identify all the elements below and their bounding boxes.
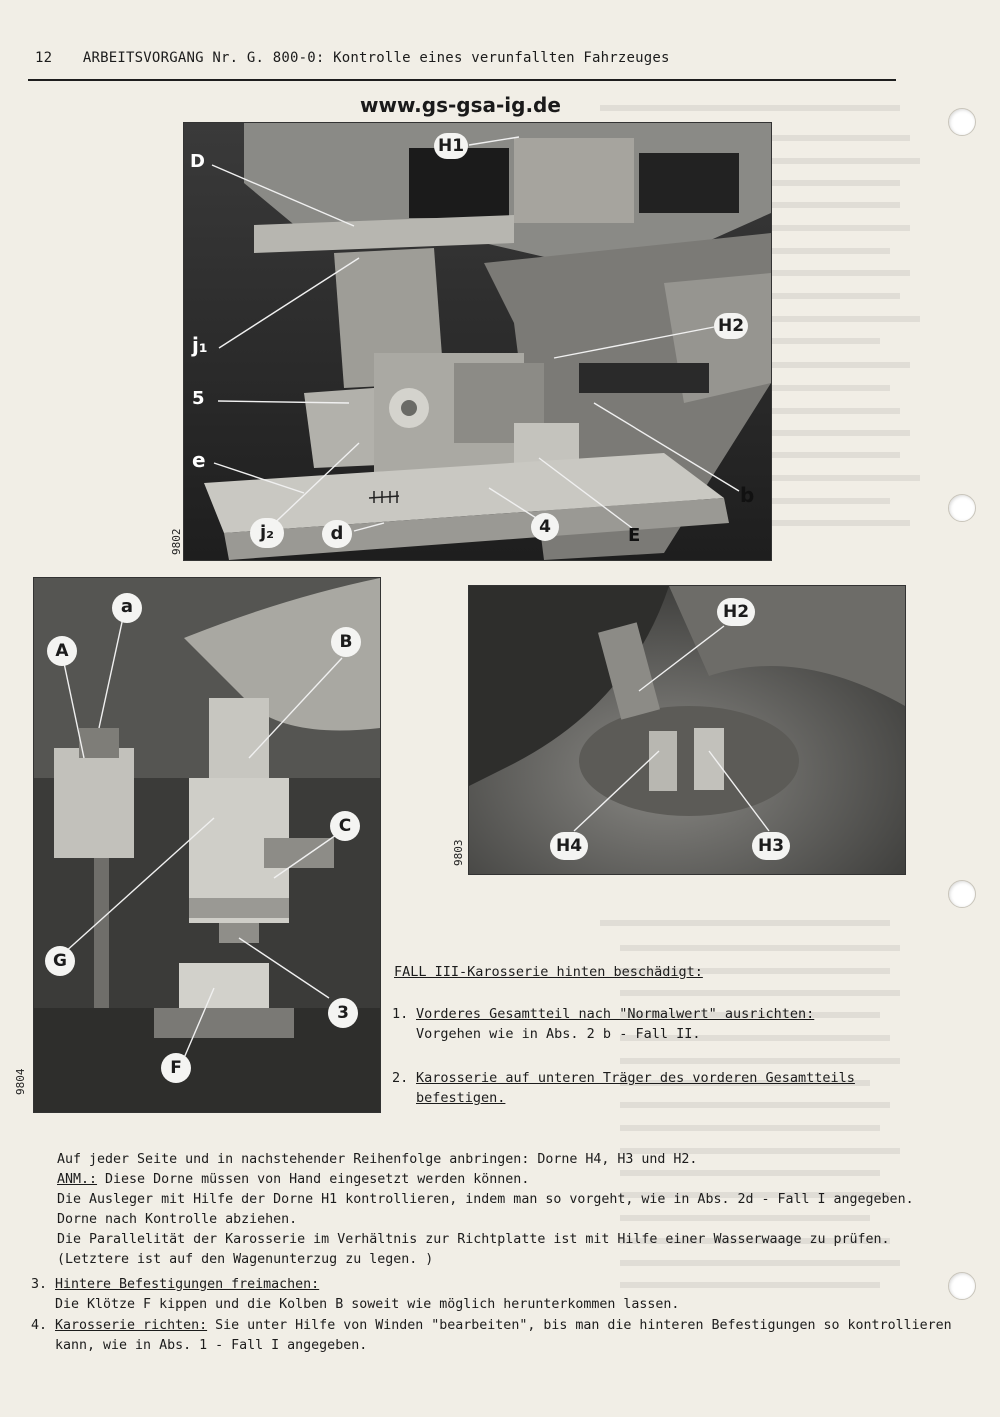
label-b: b: [740, 483, 755, 507]
label-H2-detail: H2: [717, 598, 755, 626]
header-rule: [28, 79, 896, 81]
label-B: B: [331, 627, 361, 657]
binder-hole-middle: [948, 494, 976, 522]
photo-bottom-right-image: [469, 586, 905, 874]
label-G: G: [45, 946, 75, 976]
fall3-heading-text: FALL III-Karosserie hinten beschädigt:: [394, 964, 703, 980]
label-3: 3: [328, 998, 358, 1028]
binder-hole-bottom: [948, 1272, 976, 1300]
label-H1: H1: [434, 133, 468, 159]
photo-top-number: 9802: [170, 528, 183, 555]
label-5: 5: [192, 388, 205, 409]
label-C: C: [330, 811, 360, 841]
para-line3: Die Ausleger mit Hilfe der Dorne H1 kontrollieren, indem man so vorgeht, wie in Abs. 2d - Fall I angegeben.: [57, 1192, 914, 1207]
binder-hole-lower: [948, 880, 976, 908]
anm-label: ANM.:: [57, 1172, 98, 1187]
photo-bottom-left: [33, 577, 381, 1113]
page-header: [35, 50, 670, 66]
item3-text: Die Klötze F kippen und die Kolben B soweit wie möglich herunterkommen lassen.: [55, 1297, 680, 1312]
photo-bottom-left-number: 9804: [14, 1068, 27, 1095]
photo-top-image: [184, 123, 771, 560]
item4-text-line1: Sie unter Hilfe von Winden "bearbeiten", bis man die hinteren Befestigungen so kontrollieren: [207, 1318, 952, 1333]
label-a: a: [112, 593, 142, 623]
item2-number: 2.: [392, 1070, 409, 1086]
label-j2: j₂: [250, 518, 284, 548]
para-anm: [57, 1170, 914, 1190]
item4-text-line2: kann, wie in Abs. 1 - Fall I angegeben.: [55, 1338, 368, 1353]
item2-title-line1: Karosserie auf unteren Träger des vorderen Gesamtteils: [416, 1070, 855, 1086]
item4-number: 4.: [31, 1318, 48, 1333]
label-4: 4: [531, 513, 559, 541]
fall3-paragraph: [57, 1150, 914, 1270]
item1-title: Vorderes Gesamtteil nach "Normalwert" ausrichten:: [416, 1006, 815, 1022]
item2-title-line2: befestigen.: [416, 1090, 506, 1106]
label-H4: H4: [550, 832, 588, 860]
item4-title: Karosserie richten:: [55, 1318, 208, 1333]
fall3-item2: [392, 1068, 855, 1108]
fall3-item4: [31, 1316, 952, 1356]
label-E: E: [628, 525, 641, 546]
photo-bottom-right: [468, 585, 906, 875]
anm-text: Diese Dorne müssen von Hand eingesetzt werden können.: [97, 1172, 530, 1187]
para-line4: Dorne nach Kontrolle abziehen.: [57, 1212, 298, 1227]
fall3-item1: [392, 1004, 814, 1044]
para-line6: (Letztere ist auf den Wagenunterzug zu legen. ): [57, 1252, 434, 1267]
label-j1: j₁: [192, 333, 208, 357]
item1-text: Vorgehen wie in Abs. 2 b - Fall II.: [416, 1026, 701, 1042]
label-e: e: [192, 448, 206, 472]
fall3-heading: [394, 962, 703, 982]
para-line1: Auf jeder Seite und in nachstehender Reihenfolge anbringen: Dorne H4, H3 und H2.: [57, 1152, 698, 1167]
binder-hole-top: [948, 108, 976, 136]
page-title: ARBEITSVORGANG Nr. G. 800-0: Kontrolle eines verunfallten Fahrzeuges: [82, 50, 670, 66]
fall3-item3: [31, 1275, 679, 1315]
label-D: D: [190, 151, 205, 172]
label-F: F: [161, 1053, 191, 1083]
page-number: 12: [35, 50, 53, 66]
item1-number: 1.: [392, 1006, 409, 1022]
label-H2: H2: [714, 313, 748, 339]
item3-number: 3.: [31, 1277, 48, 1292]
photo-bottom-right-number: 9803: [452, 839, 465, 866]
photo-bottom-left-image: [34, 578, 380, 1112]
para-line5: Die Parallelität der Karosserie im Verhältnis zur Richtplatte ist mit Hilfe einer Wasserwaage zu prüfen.: [57, 1232, 890, 1247]
photo-top: [170, 122, 772, 561]
item3-title: Hintere Befestigungen freimachen:: [55, 1277, 320, 1292]
label-H3: H3: [752, 832, 790, 860]
label-A: A: [47, 636, 77, 666]
watermark: www.gs-gsa-ig.de: [360, 93, 561, 117]
label-d: d: [322, 520, 352, 548]
